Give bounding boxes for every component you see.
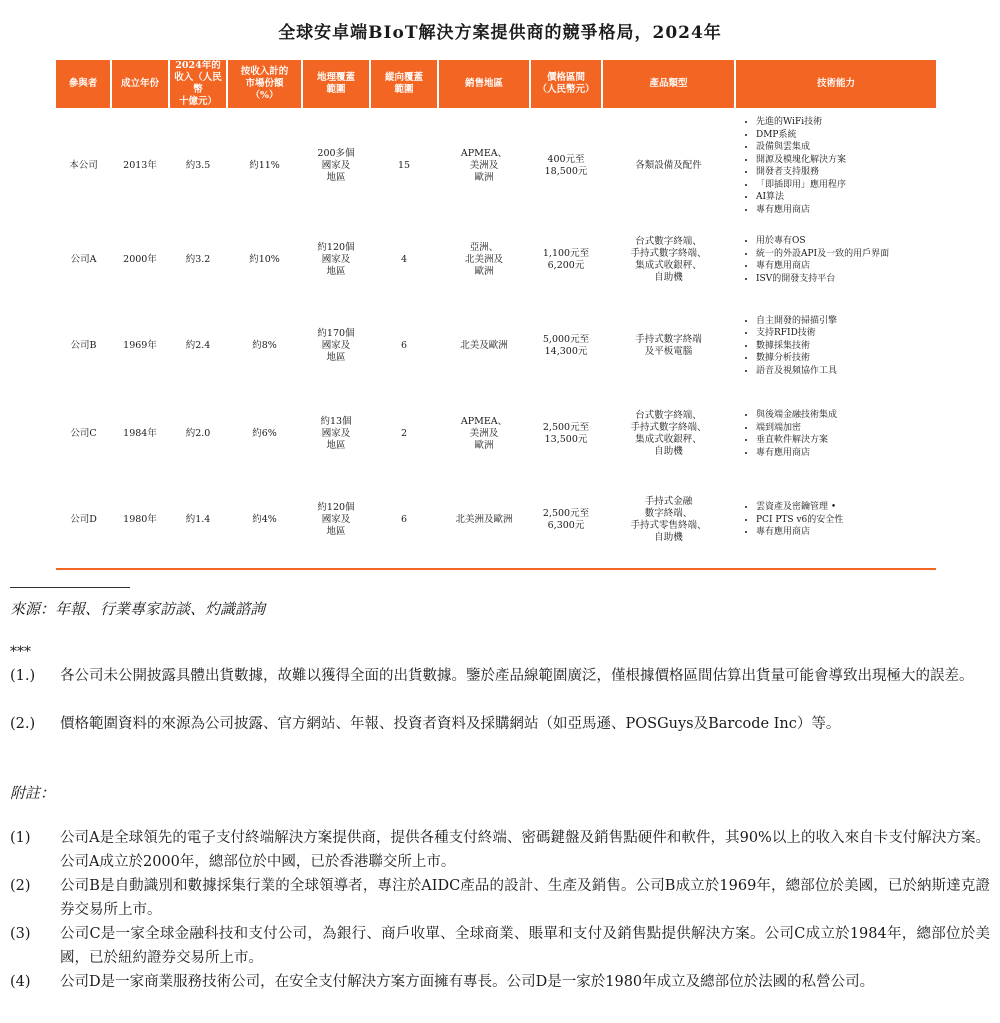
cell-vertical: 6 <box>370 472 438 569</box>
cell-geo: 200多個 國家及 地區 <box>317 148 355 183</box>
list-item: • AI算法 <box>756 191 933 204</box>
cell-products: 台式數字終端、 手持式數字終端、 集成式收銀秤、 自助機 <box>630 236 707 283</box>
list-item: • 自主開發的掃描引擎 <box>756 315 933 328</box>
note-number: (1.) <box>10 668 36 684</box>
cell-founded: 1984年 <box>123 428 157 439</box>
list-item: • 專有應用商店 <box>756 447 933 460</box>
table-row <box>56 224 936 296</box>
cell-geo: 約120個 國家及 地區 <box>317 242 355 277</box>
list-item: • 用於專有OS <box>756 235 933 248</box>
cell-vertical: 4 <box>400 254 408 265</box>
list-item: • 支持RFID技術 <box>756 327 933 340</box>
header-vertical-coverage: 縱向覆蓋 範圍 <box>370 60 438 108</box>
cell-capabilities <box>735 396 936 472</box>
list-item: • 統一的外設API及一致的用戶界面 <box>756 248 933 261</box>
list-item: • 垂直軟件解決方案 <box>756 434 933 447</box>
list-item: • 專有應用商店 <box>756 526 933 539</box>
header-participant: 參與者 <box>56 60 111 108</box>
header-market-share: 按收入計的 市場份額 （%） <box>227 60 302 108</box>
appendix-label: 附註： <box>10 784 56 802</box>
cell-share: 約6% <box>252 428 277 439</box>
header-founded: 成立年份 <box>111 60 169 108</box>
list-item: • 數據分析技術 <box>756 352 933 365</box>
cell-capabilities <box>735 472 936 569</box>
cell-region: 北美洲及歐洲 <box>438 472 530 569</box>
list-item: • 先進的WiFi技術 <box>756 116 933 129</box>
header-product-type: 產品類型 <box>602 60 735 108</box>
cell-region: APMEA、 美洲及 歐洲 <box>460 416 508 451</box>
source-line: 來源：年報、行業專家訪談、灼識諮詢 <box>10 600 266 618</box>
cell-price: 2,500元至 13,500元 <box>542 422 590 445</box>
list-item: • 與後端金融技術集成 <box>756 409 933 422</box>
appendix-text: 公司B是自動識別和數據採集行業的全球領導者，專注於AIDC產品的設計、生產及銷售。公司B成立於1969年，總部位於美國，已於納斯達克證券交易所上市。 <box>60 878 990 918</box>
cell-price: 5,000元至 14,300元 <box>542 334 590 357</box>
appendix-number: (3) <box>10 926 31 942</box>
list-item: • 開源及模塊化解決方案 <box>756 154 933 167</box>
appendix-text: 公司A是全球領先的電子支付終端解決方案提供商，提供各種支付終端、密碼鍵盤及銷售點硬件和軟件，其90%以上的收入來自卡支付解決方案。公司A成立於2000年，總部位於中國，已於香港聯交所上市。 <box>60 830 990 870</box>
cell-participant: 公司A <box>70 254 97 265</box>
header-revenue: 2024年的 收入（人民幣 十億元） <box>169 60 227 108</box>
cell-vertical: 6 <box>400 340 408 351</box>
cell-founded: 1969年 <box>123 340 157 351</box>
appendix-text: 公司D是一家商業服務技術公司，在安全支付解決方案方面擁有專長。公司D是一家於1980年成立及總部位於法國的私營公司。 <box>60 974 875 990</box>
capability-list <box>738 116 933 216</box>
capability-list <box>738 315 933 378</box>
cell-products: 各類設備及配件 <box>635 160 702 171</box>
cell-participant: 本公司 <box>69 160 98 171</box>
cell-geo: 約170個 國家及 地區 <box>317 328 355 363</box>
cell-founded: 2000年 <box>123 254 157 265</box>
cell-participant: 公司D <box>56 472 111 569</box>
note-number: (2.) <box>10 716 36 732</box>
table-row <box>56 296 936 396</box>
cell-region: 亞洲、 北美洲及 歐洲 <box>464 242 503 277</box>
footnote-divider <box>10 587 130 588</box>
header-sales-region: 銷售地區 <box>438 60 530 108</box>
appendix-text: 公司C是一家全球金融科技和支付公司，為銀行、商戶收單、全球商業、賬單和支付及銷售點提供解決方案。公司C成立於1984年，總部位於美國，已於紐約證券交易所上市。 <box>60 926 990 966</box>
cell-revenue: 約2.4 <box>185 340 211 351</box>
cell-founded: 1980年 <box>111 472 169 569</box>
list-item: • PCI PTS v6的安全性 <box>756 514 933 527</box>
cell-participant: 公司C <box>70 428 97 439</box>
page-title: 全球安卓端BIoT解決方案提供商的競爭格局，2024年 <box>278 23 722 43</box>
separator-stars: *** <box>10 644 31 660</box>
appendix-number: (2) <box>10 878 31 894</box>
cell-capabilities <box>735 108 936 224</box>
capability-list <box>738 235 933 285</box>
list-item: • 語音及視頻協作工具 <box>756 365 933 378</box>
cell-region: 北美及歐洲 <box>460 340 508 351</box>
list-item: • 「即插即用」應用程序 <box>756 179 933 192</box>
cell-products: 手持式金融 數字終端、 手持式零售終端、 自助機 <box>602 472 735 569</box>
cell-geo: 約120個 國家及 地區 <box>302 472 370 569</box>
table-row <box>56 108 936 224</box>
cell-revenue: 約2.0 <box>185 428 211 439</box>
cell-region: APMEA、 美洲及 歐洲 <box>460 148 508 183</box>
cell-revenue: 約1.4 <box>169 472 227 569</box>
capability-list <box>738 409 933 459</box>
list-item: • ISV的開發支持平台 <box>756 273 933 286</box>
header-price-range: 價格區間 （人民幣元） <box>530 60 602 108</box>
list-item: • 專有應用商店 <box>756 204 933 217</box>
cell-vertical: 15 <box>397 160 411 171</box>
cell-revenue: 約3.5 <box>185 160 211 171</box>
cell-share: 約10% <box>249 254 280 265</box>
list-item: • 端到端加密 <box>756 422 933 435</box>
cell-share: 約11% <box>249 160 280 171</box>
capability-list <box>738 501 933 539</box>
cell-founded: 2013年 <box>123 160 157 171</box>
cell-share: 約4% <box>227 472 302 569</box>
cell-revenue: 約3.2 <box>185 254 211 265</box>
header-geo-coverage: 地理覆蓋 範圍 <box>302 60 370 108</box>
note-text: 價格範圍資料的來源為公司披露、官方網站、年報、投資者資料及採購網站（如亞馬遜、POSGuys及Barcode Inc）等。 <box>60 716 841 732</box>
table-row <box>56 472 936 569</box>
list-item: • 開發者支持服務 <box>756 166 933 179</box>
cell-products: 手持式數字終端 及平板電腦 <box>635 334 702 357</box>
appendix-number: (1) <box>10 830 31 846</box>
cell-geo: 約13個 國家及 地區 <box>320 416 352 451</box>
cell-vertical: 2 <box>400 428 408 439</box>
list-item: • DMP系統 <box>756 129 933 142</box>
note-text: 各公司未公開披露具體出貨數據，故難以獲得全面的出貨數據。鑒於產品線範圍廣泛，僅根據價格區間估算出貨量可能會導致出現極大的誤差。 <box>60 668 974 684</box>
cell-price: 400元至 18,500元 <box>544 154 588 177</box>
list-item: • 雲資產及密鑰管理 • <box>756 501 933 514</box>
appendix-number: (4) <box>10 974 31 990</box>
cell-capabilities <box>735 296 936 396</box>
cell-products: 台式數字終端、 手持式數字終端、 集成式收銀秤、 自助機 <box>630 410 707 457</box>
cell-capabilities <box>735 224 936 296</box>
list-item: • 設備與雲集成 <box>756 141 933 154</box>
cell-participant: 公司B <box>70 340 97 351</box>
cell-price: 1,100元至 6,200元 <box>542 248 590 271</box>
cell-price: 2,500元至 6,300元 <box>530 472 602 569</box>
header-tech-capability: 技術能力 <box>735 60 936 108</box>
competition-table <box>56 60 936 570</box>
table-header-row <box>56 60 936 108</box>
list-item: • 數據採集技術 <box>756 340 933 353</box>
table-row <box>56 396 936 472</box>
list-item: • 專有應用商店 <box>756 260 933 273</box>
cell-share: 約8% <box>252 340 277 351</box>
